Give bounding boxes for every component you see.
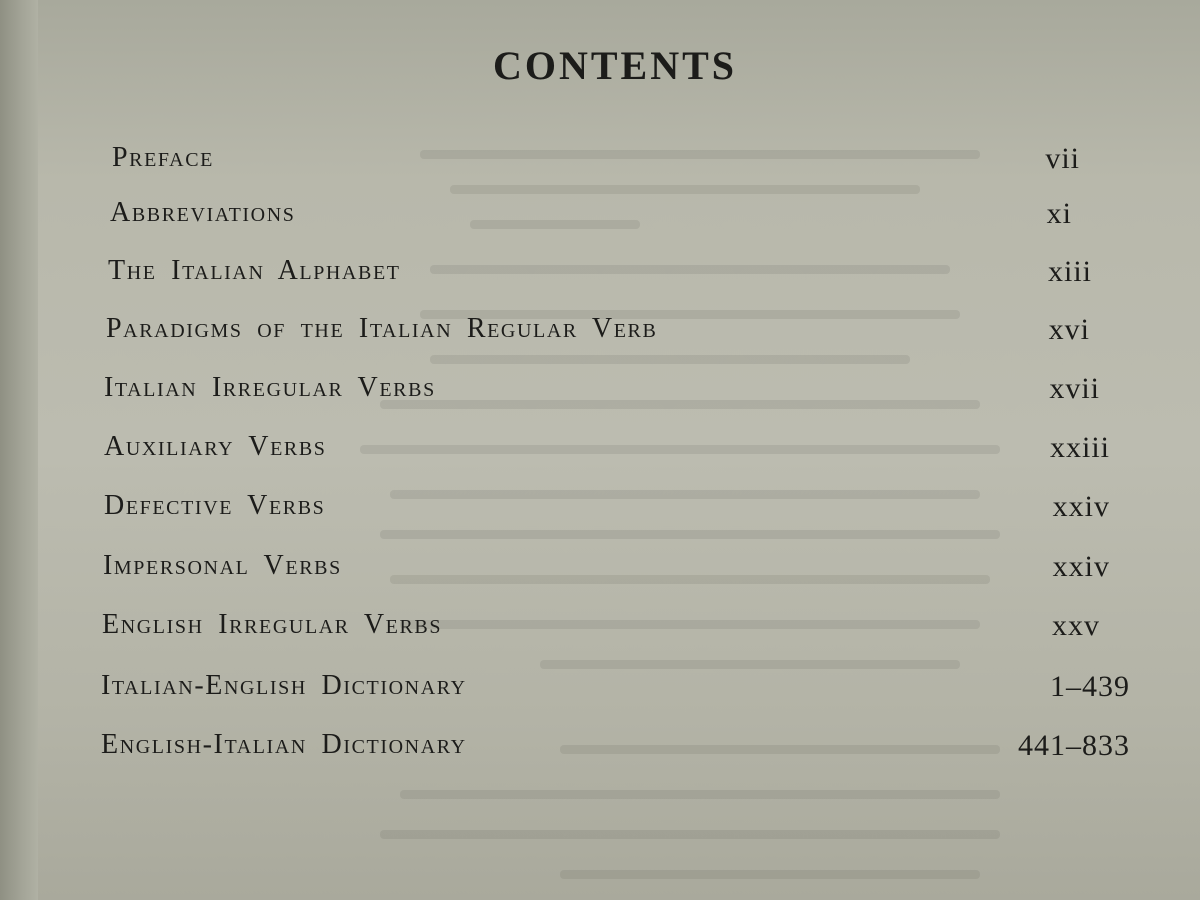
toc-entry-title: English Irregular Verbs — [102, 609, 443, 640]
toc-entry-title: Impersonal Verbs — [103, 550, 342, 581]
toc-entry-page: 441–833 — [1018, 729, 1130, 762]
toc-entry-page: xi — [1046, 197, 1072, 230]
toc-entry-page: 1–439 — [1050, 670, 1130, 703]
toc-entry-title: Defective Verbs — [104, 490, 326, 521]
toc-entry-title: Abbreviations — [110, 197, 296, 228]
toc-entry-page: xvi — [1048, 313, 1090, 346]
toc-entry-page: xvii — [1049, 372, 1100, 405]
toc-entry-page: xxiv — [1052, 550, 1110, 583]
toc-entry-page: vii — [1045, 142, 1080, 175]
toc-entry-italian-english-dictionary — [0, 670, 1200, 714]
toc-entry-page: xiii — [1047, 255, 1092, 288]
page-title: CONTENTS — [492, 43, 738, 88]
toc-entry-title: Paradigms of the Italian Regular Verb — [106, 313, 658, 344]
toc-entry-page: xxv — [1052, 609, 1100, 642]
toc-entry-paradigms — [0, 313, 1200, 357]
toc-entry-title: The Italian Alphabet — [108, 255, 401, 286]
toc-entry-abbreviations — [0, 197, 1200, 241]
toc-entry-english-irregular-verbs — [0, 609, 1200, 653]
toc-entry-title: Preface — [112, 142, 214, 173]
toc-entry-italian-alphabet — [0, 255, 1200, 299]
toc-entry-italian-irregular-verbs — [0, 372, 1200, 416]
toc-entry-title: Italian-English Dictionary — [101, 670, 467, 701]
toc-entry-impersonal-verbs — [0, 550, 1200, 594]
toc-entry-page: xxiv — [1052, 490, 1110, 523]
toc-entry-auxiliary-verbs — [0, 431, 1200, 475]
toc-entry-english-italian-dictionary — [0, 729, 1200, 773]
toc-entry-defective-verbs — [0, 490, 1200, 534]
toc-entry-preface — [0, 142, 1200, 186]
toc-entry-page: xxiii — [1049, 431, 1110, 464]
toc-entry-title: Italian Irregular Verbs — [104, 372, 436, 403]
toc-entry-title: English-Italian Dictionary — [101, 729, 467, 760]
toc-entry-title: Auxiliary Verbs — [104, 431, 327, 462]
